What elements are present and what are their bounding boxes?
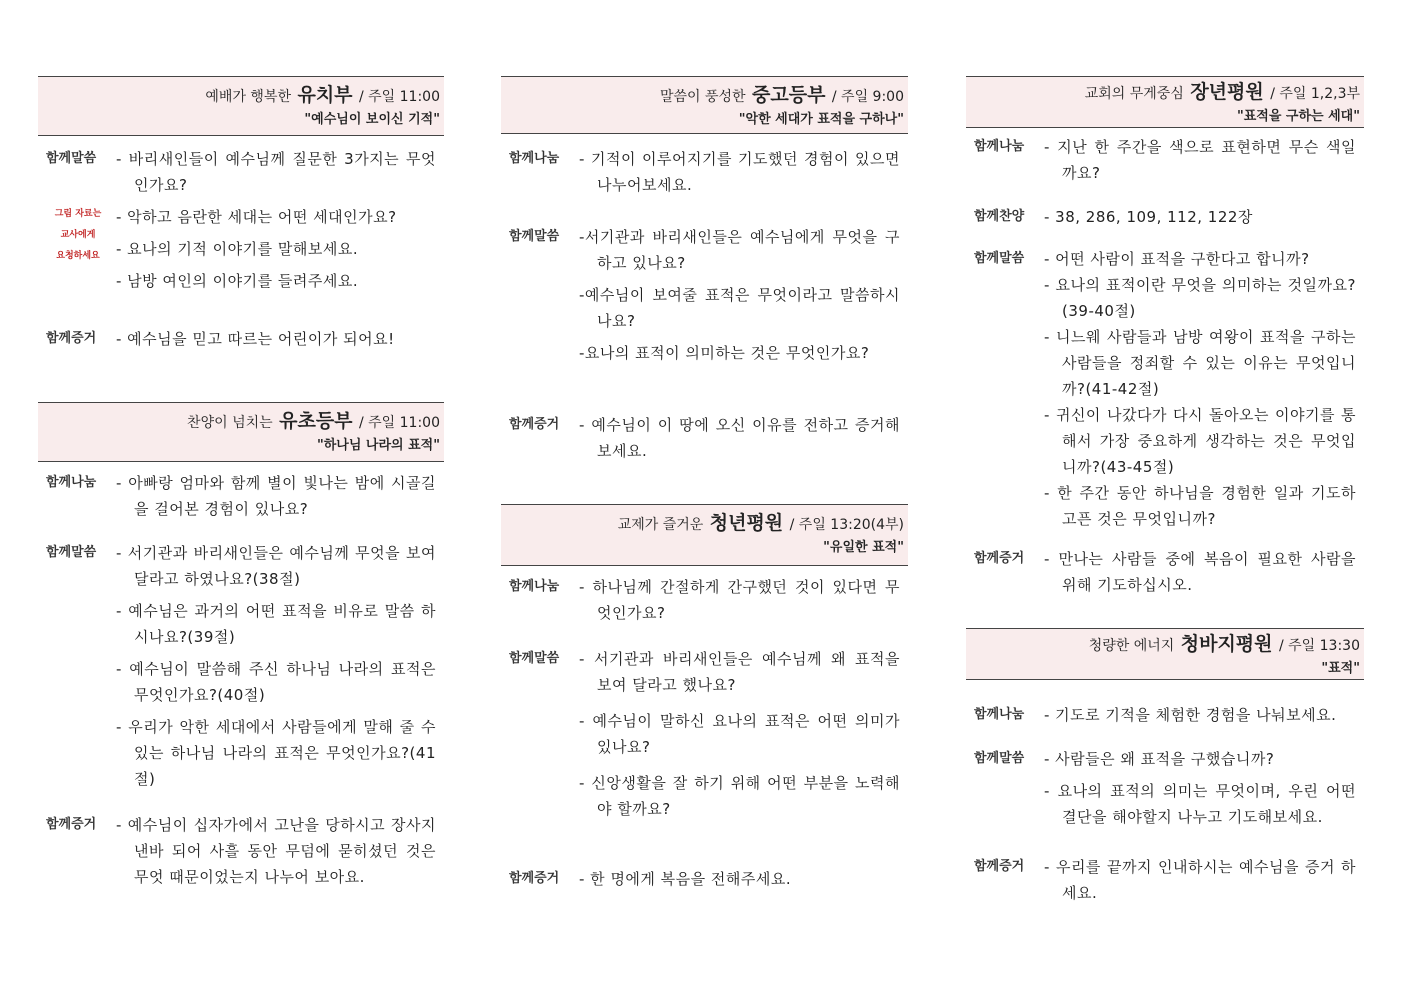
row-label: 함께증거 [974, 551, 1025, 566]
row-label: 함께나눔 [974, 707, 1025, 722]
row-label: 함께말씀 [974, 751, 1025, 766]
row-text: - 기도로 기적을 체험한 경험을 나눠보세요. [1044, 706, 1337, 724]
row-text: - 사람들은 왜 표적을 구했습니까? - 요나의 표적의 의미는 무엇이며, 우린 어떤 결단을 해야할지 나누고 기도해보세요. [1044, 750, 1356, 826]
header-line: 교제가 즐거운 청년평원 / 주일 13:20(4부) [617, 512, 904, 534]
dept-name: 장년평원 [1190, 81, 1264, 103]
dept-name: 유치부 [297, 84, 353, 106]
header-line: 청량한 에너지 청바지평원 / 주일 13:30 [1088, 633, 1360, 655]
row-label: 함께증거 [974, 859, 1025, 874]
row-text: - 만나는 사람들 중에 복음이 필요한 사람을 위해 기도하십시오. [1044, 550, 1356, 594]
section-header [501, 504, 908, 566]
row-text: - 하나님께 간절하게 간구했던 것이 있다면 무엇인가요? [579, 578, 900, 622]
row-label: 함께증거 [46, 817, 97, 832]
section-theme: "유일한 표적" [823, 540, 904, 555]
row-text: - 아빠랑 엄마와 함께 별이 빛나는 밤에 시골길을 걸어본 경험이 있나요? [116, 474, 436, 518]
row-label: 함께나눔 [509, 579, 560, 594]
section-header [966, 628, 1364, 680]
section-elementary [38, 402, 444, 886]
row-label: 함께증거 [46, 331, 97, 346]
row-text: - 지난 한 주간을 색으로 표현하면 무슨 색일까요? [1044, 138, 1356, 182]
header-line: 교회의 무게중심 장년평원 / 주일 1,2,3부 [1084, 81, 1360, 103]
row-text: - 바리새인들이 예수님께 질문한 3가지는 무엇인가요? - 악하고 음란한 세대는 어떤 세대인가요? - 요나의 기적 이야기를 말해보세요. - 남방 여인의 이야기를 들려주세요. [116, 150, 436, 290]
section-header [966, 76, 1364, 128]
section-theme: "예수님이 보이신 기적" [304, 112, 440, 127]
row-text: - 우리를 끝까지 인내하시는 예수님을 증거 하세요. [1044, 858, 1356, 902]
row-text: - 예수님이 십자가에서 고난을 당하시고 장사지낸바 되어 사흘 동안 무덤에 묻히셨던 것은 무엇 때문이었는지 나누어 보아요. [116, 816, 436, 886]
row-label: 함께찬양 [974, 209, 1025, 224]
header-line: 찬양이 넘치는 유초등부 / 주일 11:00 [187, 410, 440, 432]
section-theme: "표적" [1321, 661, 1360, 676]
section-youth [501, 76, 908, 460]
section-header [38, 76, 444, 136]
row-text: - 서기관과 바리새인들은 예수님께 왜 표적을 보여 달라고 했나요? - 예수님이 말하신 요나의 표적은 어떤 의미가 있나요? - 신앙생활을 잘 하기 위해 어떤 부분을 노력해야 할까요? [579, 650, 900, 818]
row-text: -서기관과 바리새인들은 예수님에게 무엇을 구하고 있나요? -예수님이 보여줄 표적은 무엇이라고 말씀하시나요? -요나의 표적이 의미하는 것은 무엇인가요? [579, 228, 900, 362]
section-header [38, 402, 444, 462]
section-theme: "하나님 나라의 표적" [316, 438, 440, 453]
header-line: 예배가 행복한 유치부 / 주일 11:00 [205, 84, 440, 106]
row-label: 함께증거 [509, 417, 560, 432]
section-theme: "악한 세대가 표적을 구하나" [738, 112, 904, 127]
row-label: 함께증거 [509, 871, 560, 886]
row-text: - 어떤 사람이 표적을 구한다고 합니까? - 요나의 표적이란 무엇을 의미하는 것일까요?(39-40절) - 니느웨 사람들과 남방 여왕이 표적을 구하는 사람들을 정죄할 수 있는 이유는 무엇입니까?(41-42절) - 귀신이 나갔다가 다시 돌아오는 이야기를 통해서 가장 중요하게 생각하는 것은 무엇입니까?(43-45절) - 한 주간 동안 하나님을 경험한 일과 기도하고픈 것은 무엇입니까? [1044, 250, 1356, 528]
section-adult [966, 76, 1364, 594]
row-label: 함께나눔 [974, 139, 1025, 154]
row-label: 함께말씀 [46, 151, 97, 166]
row-text: - 38, 286, 109, 112, 122장 [1044, 208, 1253, 226]
dept-name: 청년평원 [709, 512, 784, 534]
row-text: - 예수님이 이 땅에 오신 이유를 전하고 증거해 보세요. [579, 416, 900, 460]
row-text: - 한 명에게 복음을 전해주세요. [579, 870, 792, 888]
section-jeans [966, 628, 1364, 902]
section-header [501, 76, 908, 134]
header-line: 말씀이 풍성한 중고등부 / 주일 9:00 [659, 84, 904, 106]
section-young-adult [501, 504, 908, 888]
dept-name: 청바지평원 [1180, 633, 1273, 655]
row-text: - 서기관과 바리새인들은 예수님께 무엇을 보여 달라고 하였나요?(38절) - 예수님은 과거의 어떤 표적을 비유로 말씀 하시나요?(39절) - 예수님이 말씀해 주신 하나님 나라의 표적은 무엇인가요?(40절) - 우리가 악한 세대에서 사람들에게 말해 줄 수 있는 하나님 나라의 표적은 무엇인가요?(41절) [116, 544, 436, 788]
row-label: 함께말씀 [509, 651, 560, 666]
row-label: 함께나눔 [46, 475, 97, 490]
row-label: 함께말씀 [46, 545, 97, 560]
section-kindergarten [38, 76, 444, 348]
dept-name: 유초등부 [279, 410, 353, 432]
section-theme: "표적을 구하는 세대" [1236, 109, 1360, 124]
row-label: 함께나눔 [509, 151, 560, 166]
row-label: 함께말씀 [974, 251, 1025, 266]
teacher-note: 그림 자료는 교사에게 요청하세요 [54, 209, 102, 261]
dept-name: 중고등부 [752, 84, 826, 106]
row-label: 함께말씀 [509, 229, 560, 244]
row-text: - 예수님을 믿고 따르는 어린이가 되어요! [116, 330, 395, 348]
row-text: - 기적이 이루어지기를 기도했던 경험이 있으면 나누어보세요. [579, 150, 900, 194]
